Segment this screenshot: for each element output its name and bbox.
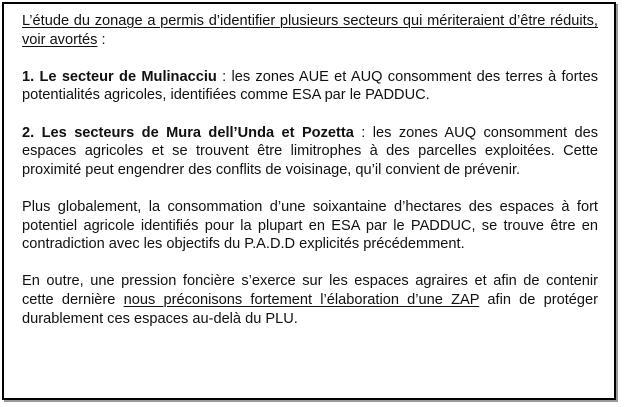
intro-paragraph — [22, 12, 598, 49]
item-mura-pozetta — [22, 124, 598, 180]
item-body: : les zones AUE et AUQ consomment des terres à fortes potentialités agricoles, identifiées comme ESA par le PADDUC. — [22, 68, 598, 104]
item-mulinacciu — [22, 68, 598, 105]
paragraph-global: Plus globalement, la consommation d’une soixantaine d’hectares des espaces à fort potentiel agricole identifiés pour la plupart en ESA par le PADDUC, se trouve être en contradiction avec les objectifs du P.A.D.D explicités précédemment. — [22, 198, 598, 253]
final-text-underlined: nous préconisons fortement l’élaboration d’une ZAP — [123, 291, 480, 308]
item-number: 1. — [22, 68, 35, 85]
item-body: : les zones AUQ consomment des espaces agricoles et se trouvent être limitrophes à des parcelles exploitées. Cette proximité peut engendrer des conflits de voisinage, qu’il convient de prévenir. — [22, 124, 598, 178]
intro-text: L’étude du zonage a permis d’identifier plusieurs secteurs qui mériteraient d’être réduits, voir avortés — [22, 13, 598, 48]
item-heading: Le secteur de Mulinacciu — [39, 68, 217, 85]
text-box — [2, 2, 616, 400]
item-heading: Les secteurs de Mura dell’Unda et Pozetta — [41, 124, 354, 141]
paragraph-final — [22, 272, 598, 328]
item-number: 2. — [22, 124, 35, 141]
final-text-after: afin de protéger durablement ces espaces au-delà du PLU. — [22, 291, 598, 327]
intro-tail: : — [97, 31, 106, 48]
final-text-before: En outre, une pression foncière s’exerce sur les espaces agraires et afin de contenir cette dernière — [22, 273, 598, 308]
